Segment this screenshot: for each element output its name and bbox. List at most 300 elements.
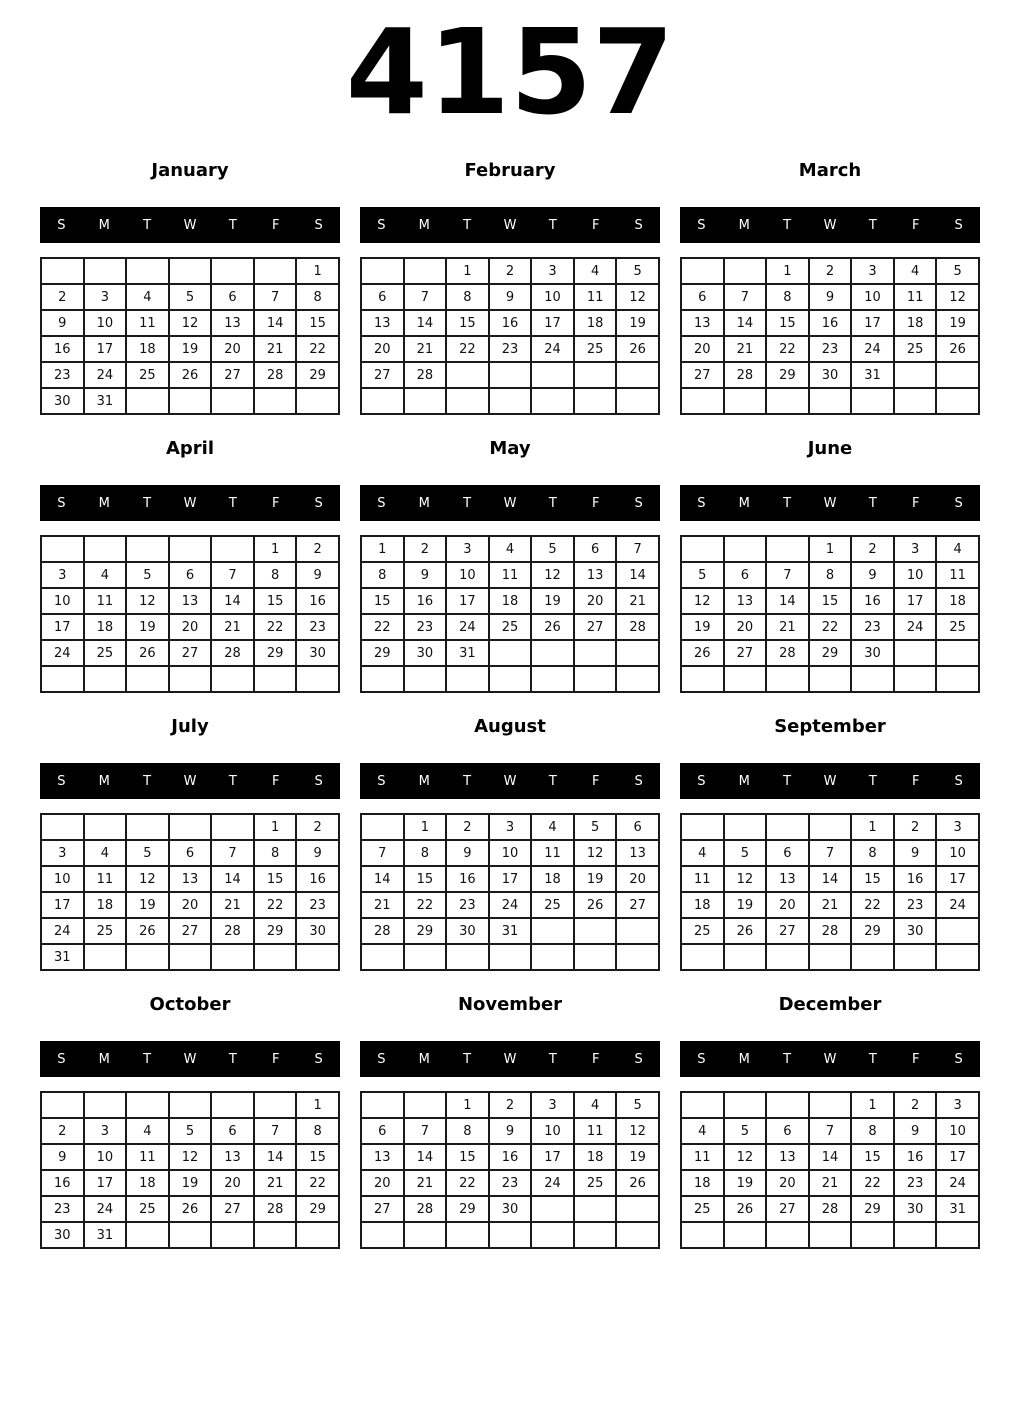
date-cell bbox=[936, 1222, 979, 1248]
date-cell: 2 bbox=[809, 258, 852, 284]
date-cell: 31 bbox=[41, 944, 84, 970]
date-cell: 6 bbox=[616, 814, 659, 840]
month-table-body bbox=[681, 536, 979, 692]
date-cell: 7 bbox=[809, 1118, 852, 1144]
date-cell bbox=[681, 944, 724, 970]
date-cell: 29 bbox=[851, 1196, 894, 1222]
month-title: January bbox=[151, 160, 229, 182]
date-cell: 10 bbox=[489, 840, 532, 866]
date-cell bbox=[616, 666, 659, 692]
date-cell: 15 bbox=[404, 866, 447, 892]
date-cell: 19 bbox=[574, 866, 617, 892]
date-cell bbox=[254, 944, 297, 970]
date-cell bbox=[211, 258, 254, 284]
weekday-label: T bbox=[548, 773, 557, 789]
date-cell: 27 bbox=[211, 1196, 254, 1222]
date-cell bbox=[126, 944, 169, 970]
week-row bbox=[361, 1170, 659, 1196]
date-cell: 17 bbox=[894, 588, 937, 614]
date-cell: 8 bbox=[446, 1118, 489, 1144]
date-cell: 5 bbox=[724, 840, 767, 866]
month-block bbox=[680, 160, 980, 428]
weekday-label: F bbox=[591, 217, 600, 233]
date-cell bbox=[766, 944, 809, 970]
date-cell bbox=[169, 1222, 212, 1248]
date-cell bbox=[41, 258, 84, 284]
date-cell: 4 bbox=[84, 840, 127, 866]
date-cell: 3 bbox=[894, 536, 937, 562]
date-cell: 10 bbox=[531, 284, 574, 310]
date-cell: 4 bbox=[126, 284, 169, 310]
date-cell bbox=[574, 1222, 617, 1248]
weekday-label: T bbox=[228, 773, 237, 789]
weekday-label: M bbox=[98, 1051, 110, 1067]
date-cell: 5 bbox=[531, 536, 574, 562]
date-cell bbox=[169, 1092, 212, 1118]
date-cell: 1 bbox=[766, 258, 809, 284]
date-cell bbox=[766, 814, 809, 840]
date-cell: 29 bbox=[809, 640, 852, 666]
date-cell: 7 bbox=[724, 284, 767, 310]
weekday-header bbox=[680, 485, 980, 521]
month-block bbox=[360, 994, 660, 1262]
date-cell: 31 bbox=[489, 918, 532, 944]
date-cell: 13 bbox=[574, 562, 617, 588]
date-cell bbox=[809, 1222, 852, 1248]
weekday-header bbox=[40, 485, 340, 521]
date-cell: 15 bbox=[766, 310, 809, 336]
date-cell: 11 bbox=[84, 866, 127, 892]
date-cell: 27 bbox=[766, 1196, 809, 1222]
date-cell: 25 bbox=[681, 918, 724, 944]
week-row bbox=[681, 588, 979, 614]
date-cell: 8 bbox=[851, 1118, 894, 1144]
date-cell: 10 bbox=[531, 1118, 574, 1144]
date-cell: 23 bbox=[809, 336, 852, 362]
date-cell: 6 bbox=[211, 284, 254, 310]
weekday-label: T bbox=[868, 495, 877, 511]
week-row bbox=[681, 1118, 979, 1144]
date-cell: 5 bbox=[936, 258, 979, 284]
date-cell: 22 bbox=[809, 614, 852, 640]
date-cell: 14 bbox=[404, 1144, 447, 1170]
date-cell: 14 bbox=[254, 1144, 297, 1170]
week-row bbox=[681, 866, 979, 892]
date-cell: 21 bbox=[724, 336, 767, 362]
date-cell: 24 bbox=[894, 614, 937, 640]
week-row bbox=[41, 892, 339, 918]
date-cell: 13 bbox=[211, 1144, 254, 1170]
date-cell: 28 bbox=[724, 362, 767, 388]
date-cell: 30 bbox=[404, 640, 447, 666]
month-block bbox=[40, 438, 340, 706]
weekday-label: M bbox=[98, 773, 110, 789]
date-cell bbox=[894, 388, 937, 414]
weekday-header bbox=[40, 1041, 340, 1077]
date-cell: 29 bbox=[851, 918, 894, 944]
date-cell: 26 bbox=[126, 640, 169, 666]
month-table bbox=[360, 813, 660, 971]
date-cell: 22 bbox=[296, 336, 339, 362]
date-cell: 23 bbox=[41, 1196, 84, 1222]
date-cell: 12 bbox=[681, 588, 724, 614]
date-cell: 8 bbox=[361, 562, 404, 588]
week-row bbox=[41, 536, 339, 562]
date-cell: 18 bbox=[681, 892, 724, 918]
week-row bbox=[361, 362, 659, 388]
week-row bbox=[361, 562, 659, 588]
month-table bbox=[40, 813, 340, 971]
date-cell: 14 bbox=[766, 588, 809, 614]
date-cell bbox=[169, 666, 212, 692]
date-cell: 17 bbox=[936, 866, 979, 892]
weekday-header bbox=[360, 1041, 660, 1077]
date-cell: 20 bbox=[616, 866, 659, 892]
date-cell: 14 bbox=[254, 310, 297, 336]
date-cell: 22 bbox=[851, 892, 894, 918]
weekday-header bbox=[40, 763, 340, 799]
date-cell: 25 bbox=[126, 362, 169, 388]
date-cell: 27 bbox=[681, 362, 724, 388]
date-cell bbox=[574, 918, 617, 944]
date-cell bbox=[894, 362, 937, 388]
date-cell: 18 bbox=[531, 866, 574, 892]
date-cell: 1 bbox=[809, 536, 852, 562]
date-cell: 3 bbox=[84, 284, 127, 310]
date-cell: 22 bbox=[404, 892, 447, 918]
date-cell: 30 bbox=[41, 388, 84, 414]
weekday-label: F bbox=[591, 1051, 600, 1067]
date-cell: 21 bbox=[404, 336, 447, 362]
date-cell: 9 bbox=[296, 840, 339, 866]
month-block bbox=[360, 716, 660, 984]
weekday-label: S bbox=[314, 773, 323, 789]
week-row bbox=[361, 918, 659, 944]
week-row bbox=[361, 1118, 659, 1144]
date-cell: 11 bbox=[681, 866, 724, 892]
week-row bbox=[41, 614, 339, 640]
date-cell: 4 bbox=[574, 1092, 617, 1118]
date-cell: 22 bbox=[254, 614, 297, 640]
date-cell: 20 bbox=[361, 1170, 404, 1196]
weekday-label: F bbox=[271, 773, 280, 789]
week-row bbox=[681, 892, 979, 918]
date-cell: 28 bbox=[404, 362, 447, 388]
date-cell bbox=[126, 1222, 169, 1248]
date-cell: 8 bbox=[296, 1118, 339, 1144]
date-cell: 26 bbox=[531, 614, 574, 640]
week-row bbox=[361, 336, 659, 362]
date-cell: 30 bbox=[489, 1196, 532, 1222]
date-cell: 8 bbox=[296, 284, 339, 310]
date-cell: 7 bbox=[211, 840, 254, 866]
date-cell: 6 bbox=[211, 1118, 254, 1144]
date-cell bbox=[724, 388, 767, 414]
date-cell bbox=[681, 536, 724, 562]
weekday-label: S bbox=[634, 1051, 643, 1067]
month-table-body bbox=[361, 536, 659, 692]
date-cell: 7 bbox=[809, 840, 852, 866]
date-cell: 2 bbox=[296, 814, 339, 840]
date-cell bbox=[296, 1222, 339, 1248]
date-cell: 14 bbox=[809, 866, 852, 892]
date-cell: 22 bbox=[254, 892, 297, 918]
date-cell: 13 bbox=[361, 310, 404, 336]
week-row bbox=[361, 1092, 659, 1118]
date-cell: 21 bbox=[809, 1170, 852, 1196]
weekday-label: T bbox=[868, 1051, 877, 1067]
week-row bbox=[361, 310, 659, 336]
date-cell: 6 bbox=[574, 536, 617, 562]
date-cell: 29 bbox=[254, 918, 297, 944]
weekday-label: T bbox=[868, 217, 877, 233]
date-cell: 15 bbox=[361, 588, 404, 614]
date-cell bbox=[404, 944, 447, 970]
date-cell: 3 bbox=[84, 1118, 127, 1144]
date-cell: 11 bbox=[84, 588, 127, 614]
date-cell bbox=[681, 666, 724, 692]
date-cell bbox=[489, 944, 532, 970]
weekday-label: T bbox=[463, 1051, 472, 1067]
date-cell: 23 bbox=[489, 336, 532, 362]
weekday-label: S bbox=[57, 217, 66, 233]
weekday-label: S bbox=[57, 1051, 66, 1067]
date-cell: 4 bbox=[531, 814, 574, 840]
weekday-header bbox=[360, 207, 660, 243]
date-cell: 15 bbox=[446, 310, 489, 336]
date-cell bbox=[126, 258, 169, 284]
date-cell: 16 bbox=[296, 588, 339, 614]
date-cell bbox=[169, 944, 212, 970]
year-title: 4157 bbox=[345, 3, 675, 141]
date-cell: 7 bbox=[404, 284, 447, 310]
date-cell: 21 bbox=[766, 614, 809, 640]
month-block bbox=[680, 994, 980, 1262]
date-cell: 13 bbox=[169, 866, 212, 892]
date-cell: 18 bbox=[84, 892, 127, 918]
date-cell: 20 bbox=[681, 336, 724, 362]
date-cell: 20 bbox=[211, 1170, 254, 1196]
month-title: April bbox=[165, 438, 215, 460]
date-cell: 23 bbox=[404, 614, 447, 640]
month-title: September bbox=[774, 716, 886, 738]
date-cell: 3 bbox=[936, 1092, 979, 1118]
date-cell bbox=[894, 666, 937, 692]
date-cell bbox=[766, 1092, 809, 1118]
date-cell bbox=[616, 1222, 659, 1248]
date-cell: 19 bbox=[126, 614, 169, 640]
date-cell: 19 bbox=[169, 1170, 212, 1196]
date-cell: 28 bbox=[809, 1196, 852, 1222]
week-row bbox=[681, 840, 979, 866]
weekday-label: S bbox=[377, 495, 386, 511]
date-cell: 14 bbox=[724, 310, 767, 336]
date-cell: 9 bbox=[809, 284, 852, 310]
date-cell: 7 bbox=[766, 562, 809, 588]
date-cell: 6 bbox=[766, 840, 809, 866]
weekday-label: F bbox=[591, 773, 600, 789]
date-cell: 28 bbox=[616, 614, 659, 640]
date-cell: 25 bbox=[681, 1196, 724, 1222]
date-cell bbox=[211, 666, 254, 692]
date-cell: 3 bbox=[41, 562, 84, 588]
date-cell bbox=[446, 1222, 489, 1248]
date-cell: 20 bbox=[169, 892, 212, 918]
date-cell: 25 bbox=[84, 918, 127, 944]
weekday-label: S bbox=[697, 495, 706, 511]
date-cell: 12 bbox=[531, 562, 574, 588]
week-row bbox=[681, 918, 979, 944]
date-cell bbox=[126, 814, 169, 840]
date-cell bbox=[41, 536, 84, 562]
date-cell: 31 bbox=[84, 1222, 127, 1248]
date-cell: 24 bbox=[84, 1196, 127, 1222]
date-cell bbox=[361, 258, 404, 284]
week-row bbox=[41, 918, 339, 944]
date-cell: 14 bbox=[616, 562, 659, 588]
date-cell: 4 bbox=[84, 562, 127, 588]
weekday-label: M bbox=[738, 773, 750, 789]
week-row bbox=[361, 892, 659, 918]
weekday-label: S bbox=[377, 1051, 386, 1067]
month-block bbox=[680, 716, 980, 984]
month-title: June bbox=[807, 438, 853, 460]
week-row bbox=[361, 866, 659, 892]
date-cell bbox=[724, 536, 767, 562]
date-cell: 19 bbox=[936, 310, 979, 336]
date-cell: 26 bbox=[681, 640, 724, 666]
date-cell bbox=[84, 814, 127, 840]
date-cell bbox=[254, 1092, 297, 1118]
weekday-label: S bbox=[314, 1051, 323, 1067]
date-cell: 13 bbox=[361, 1144, 404, 1170]
date-cell: 12 bbox=[724, 866, 767, 892]
date-cell: 14 bbox=[404, 310, 447, 336]
date-cell: 2 bbox=[894, 814, 937, 840]
date-cell: 9 bbox=[851, 562, 894, 588]
week-row bbox=[41, 1196, 339, 1222]
date-cell bbox=[404, 1222, 447, 1248]
date-cell: 29 bbox=[446, 1196, 489, 1222]
date-cell: 8 bbox=[254, 562, 297, 588]
date-cell bbox=[531, 666, 574, 692]
date-cell: 8 bbox=[766, 284, 809, 310]
weekday-label: F bbox=[591, 495, 600, 511]
week-row bbox=[41, 814, 339, 840]
month-table bbox=[680, 813, 980, 971]
date-cell: 5 bbox=[169, 284, 212, 310]
date-cell: 23 bbox=[489, 1170, 532, 1196]
date-cell: 27 bbox=[211, 362, 254, 388]
date-cell: 21 bbox=[361, 892, 404, 918]
date-cell: 24 bbox=[84, 362, 127, 388]
weekday-label: S bbox=[954, 495, 963, 511]
date-cell: 16 bbox=[894, 1144, 937, 1170]
date-cell: 23 bbox=[41, 362, 84, 388]
week-row bbox=[681, 666, 979, 692]
month-table-body bbox=[681, 1092, 979, 1248]
week-row bbox=[41, 840, 339, 866]
date-cell bbox=[41, 666, 84, 692]
date-cell bbox=[531, 640, 574, 666]
date-cell: 23 bbox=[446, 892, 489, 918]
date-cell: 18 bbox=[681, 1170, 724, 1196]
date-cell: 25 bbox=[126, 1196, 169, 1222]
month-title: October bbox=[149, 994, 231, 1016]
date-cell bbox=[531, 1222, 574, 1248]
date-cell bbox=[169, 814, 212, 840]
date-cell: 28 bbox=[361, 918, 404, 944]
date-cell bbox=[681, 1092, 724, 1118]
week-row bbox=[361, 814, 659, 840]
date-cell: 3 bbox=[851, 258, 894, 284]
month-table-body bbox=[361, 814, 659, 970]
month-table bbox=[360, 535, 660, 693]
date-cell bbox=[616, 944, 659, 970]
date-cell: 25 bbox=[84, 640, 127, 666]
date-cell: 4 bbox=[126, 1118, 169, 1144]
date-cell: 4 bbox=[936, 536, 979, 562]
weekday-label: T bbox=[783, 217, 792, 233]
date-cell: 5 bbox=[169, 1118, 212, 1144]
weekday-label: M bbox=[98, 495, 110, 511]
date-cell: 18 bbox=[126, 336, 169, 362]
date-cell bbox=[766, 666, 809, 692]
week-row bbox=[41, 866, 339, 892]
date-cell: 27 bbox=[766, 918, 809, 944]
date-cell: 13 bbox=[211, 310, 254, 336]
weekday-label: W bbox=[823, 217, 837, 233]
date-cell bbox=[211, 1222, 254, 1248]
week-row bbox=[361, 614, 659, 640]
date-cell: 24 bbox=[936, 892, 979, 918]
date-cell: 5 bbox=[616, 1092, 659, 1118]
month-title: November bbox=[457, 994, 563, 1016]
month-title: December bbox=[778, 994, 882, 1016]
date-cell: 11 bbox=[126, 1144, 169, 1170]
date-cell: 31 bbox=[936, 1196, 979, 1222]
date-cell: 8 bbox=[851, 840, 894, 866]
date-cell: 2 bbox=[851, 536, 894, 562]
weekday-label: T bbox=[783, 495, 792, 511]
date-cell bbox=[361, 944, 404, 970]
date-cell bbox=[211, 814, 254, 840]
week-row bbox=[681, 536, 979, 562]
date-cell bbox=[574, 640, 617, 666]
weekday-label: F bbox=[271, 495, 280, 511]
date-cell: 30 bbox=[296, 640, 339, 666]
date-cell: 20 bbox=[169, 614, 212, 640]
date-cell: 20 bbox=[766, 892, 809, 918]
date-cell: 31 bbox=[446, 640, 489, 666]
date-cell: 16 bbox=[446, 866, 489, 892]
date-cell bbox=[531, 918, 574, 944]
week-row bbox=[41, 388, 339, 414]
date-cell: 23 bbox=[296, 614, 339, 640]
date-cell bbox=[809, 944, 852, 970]
weekday-label: S bbox=[57, 773, 66, 789]
date-cell: 29 bbox=[254, 640, 297, 666]
date-cell: 5 bbox=[724, 1118, 767, 1144]
date-cell bbox=[489, 362, 532, 388]
date-cell bbox=[211, 388, 254, 414]
date-cell: 28 bbox=[766, 640, 809, 666]
date-cell: 10 bbox=[41, 866, 84, 892]
date-cell: 23 bbox=[894, 892, 937, 918]
date-cell bbox=[574, 666, 617, 692]
date-cell: 18 bbox=[936, 588, 979, 614]
date-cell bbox=[296, 388, 339, 414]
